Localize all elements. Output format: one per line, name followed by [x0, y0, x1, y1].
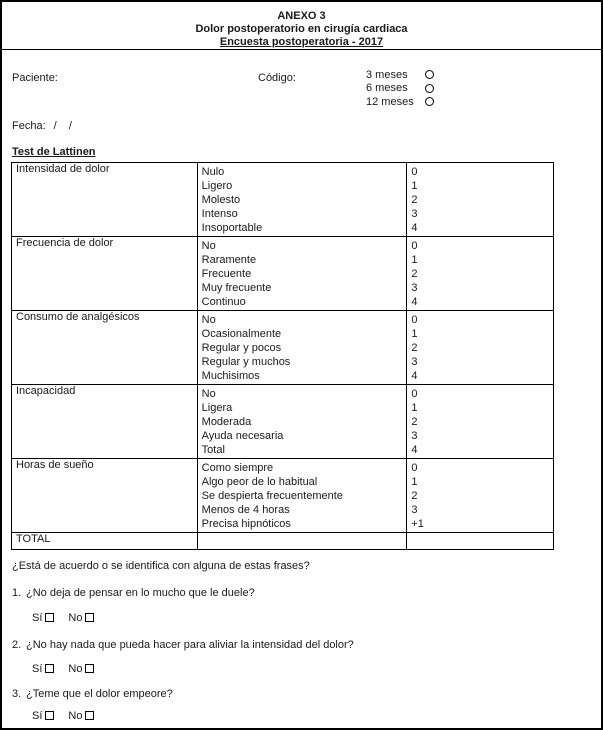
option-score: 0 — [411, 240, 418, 252]
row-options — [197, 237, 407, 311]
form-header — [2, 2, 601, 49]
question-number: 2. — [12, 639, 22, 651]
header-anexo: ANEXO 3 — [277, 10, 326, 22]
question-1-answers — [32, 612, 94, 625]
row-options — [197, 311, 407, 385]
option-label: Ayuda necesaria — [201, 430, 284, 442]
yes-checkbox[interactable] — [45, 711, 54, 720]
option-score: 4 — [411, 370, 418, 382]
radio-option-6-meses — [366, 82, 434, 96]
option-score: 1 — [411, 328, 418, 340]
option-score: 2 — [411, 194, 418, 206]
row-scores — [407, 459, 554, 533]
no-label: No — [68, 710, 83, 722]
header-title: Dolor postoperatorio en cirugía cardiaca — [195, 23, 408, 35]
total-options-empty-cell — [197, 533, 407, 550]
radio-circle[interactable] — [425, 70, 434, 79]
radio-circle[interactable] — [425, 97, 434, 106]
option-label: Muy frecuente — [201, 282, 272, 294]
option-label: Total — [201, 444, 225, 456]
no-checkbox[interactable] — [85, 711, 94, 720]
option-label: Regular y muchos — [201, 356, 291, 368]
option-score: 0 — [411, 388, 418, 400]
header-subtitle: Encuesta postoperatoria - 2017 — [219, 36, 384, 48]
row-category: Horas de sueño — [12, 459, 198, 533]
row-scores — [407, 311, 554, 385]
option-label: Ocasionalmente — [201, 328, 282, 340]
row-scores — [407, 237, 554, 311]
option-label: Ligero — [201, 180, 233, 192]
test-title: Test de Lattinen — [12, 146, 96, 158]
yes-label: Sí — [32, 663, 43, 675]
option-label: Continuo — [201, 296, 246, 308]
option-label: Nulo — [201, 166, 225, 178]
radio-option-3-meses — [366, 68, 434, 82]
table-row — [12, 459, 554, 533]
option-label: Insoportable — [201, 222, 263, 234]
radio-label: 6 meses — [366, 82, 408, 95]
option-label: Como siempre — [201, 462, 274, 474]
table-row — [12, 311, 554, 385]
followup-period-group — [366, 68, 434, 109]
option-label: Frecuente — [201, 268, 252, 280]
table-row — [12, 237, 554, 311]
option-score: 0 — [411, 462, 418, 474]
option-label: Intenso — [201, 208, 238, 220]
option-score: 4 — [411, 444, 418, 456]
question-3-answers — [32, 710, 94, 723]
total-score-empty-cell — [407, 533, 554, 550]
question-1 — [12, 587, 255, 600]
question-text: ¿No deja de pensar en lo mucho que le duele? — [26, 587, 255, 599]
questions-intro: ¿Está de acuerdo o se identifica con alguna de estas frases? — [12, 560, 310, 572]
fecha-label: Fecha: — [12, 120, 46, 132]
option-score: 2 — [411, 268, 418, 280]
row-scores — [407, 163, 554, 237]
total-label: TOTAL — [12, 533, 198, 550]
option-score: 3 — [411, 356, 418, 368]
option-label: Precisa hipnóticos — [201, 518, 291, 530]
row-scores — [407, 385, 554, 459]
option-score: +1 — [411, 518, 424, 530]
lattinen-table — [11, 162, 554, 550]
question-2 — [12, 639, 354, 652]
radio-circle[interactable] — [425, 84, 434, 93]
row-category: Frecuencia de dolor — [12, 237, 198, 311]
option-label: Se despierta frecuentemente — [201, 490, 343, 502]
fecha-slashes: / / — [53, 120, 72, 132]
option-score: 2 — [411, 490, 418, 502]
option-label: Moderada — [201, 416, 252, 428]
option-score: 0 — [411, 166, 418, 178]
option-score: 4 — [411, 296, 418, 308]
option-score: 1 — [411, 180, 418, 192]
row-options — [197, 459, 407, 533]
no-checkbox[interactable] — [85, 664, 94, 673]
option-label: Ligera — [201, 402, 233, 414]
yes-label: Sí — [32, 612, 43, 624]
header-divider — [2, 49, 601, 50]
option-label: Algo peor de lo habitual — [201, 476, 318, 488]
option-label: Regular y pocos — [201, 342, 282, 354]
no-label: No — [68, 612, 83, 624]
row-category: Intensidad de dolor — [12, 163, 198, 237]
option-score: 4 — [411, 222, 418, 234]
codigo-label: Código: — [258, 72, 296, 84]
question-2-answers — [32, 663, 94, 676]
option-label: No — [201, 388, 216, 400]
option-label: Raramente — [201, 254, 257, 266]
row-options — [197, 163, 407, 237]
option-label: No — [201, 240, 216, 252]
paciente-label: Paciente: — [12, 72, 58, 84]
question-number: 1. — [12, 587, 22, 599]
total-row — [12, 533, 554, 550]
yes-checkbox[interactable] — [45, 613, 54, 622]
row-category: Consumo de analgésicos — [12, 311, 198, 385]
no-checkbox[interactable] — [85, 613, 94, 622]
option-score: 1 — [411, 254, 418, 266]
option-score: 3 — [411, 208, 418, 220]
question-text: ¿No hay nada que pueda hacer para aliviar la intensidad del dolor? — [26, 639, 354, 651]
option-label: Menos de 4 horas — [201, 504, 290, 516]
option-score: 2 — [411, 416, 418, 428]
option-label: Muchisimos — [201, 370, 260, 382]
question-3 — [12, 688, 173, 701]
option-score: 1 — [411, 476, 418, 488]
option-score: 0 — [411, 314, 418, 326]
option-score: 3 — [411, 504, 418, 516]
question-text: ¿Teme que el dolor empeore? — [26, 688, 173, 700]
radio-label: 12 meses — [366, 95, 414, 108]
yes-checkbox[interactable] — [45, 664, 54, 673]
no-label: No — [68, 663, 83, 675]
option-label: No — [201, 314, 216, 326]
radio-option-12-meses — [366, 95, 434, 109]
option-score: 2 — [411, 342, 418, 354]
option-score: 3 — [411, 282, 418, 294]
yes-label: Sí — [32, 710, 43, 722]
option-score: 3 — [411, 430, 418, 442]
row-category: Incapacidad — [12, 385, 198, 459]
table-row — [12, 385, 554, 459]
row-options — [197, 385, 407, 459]
fecha-row — [12, 120, 72, 133]
option-label: Molesto — [201, 194, 241, 206]
table-row — [12, 163, 554, 237]
option-score: 1 — [411, 402, 418, 414]
radio-label: 3 meses — [366, 68, 408, 81]
question-number: 3. — [12, 688, 22, 700]
